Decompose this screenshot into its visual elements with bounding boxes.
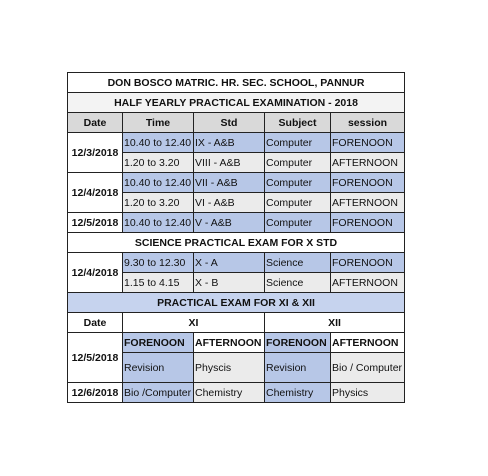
std-cell: VI - A&B bbox=[194, 193, 265, 213]
time-cell: 10.40 to 12.40 bbox=[123, 133, 194, 153]
session-cell: FORENOON bbox=[331, 173, 405, 193]
std-cell: V - A&B bbox=[194, 213, 265, 233]
xii-forenoon-cell: Revision bbox=[265, 353, 331, 383]
xi-afternoon-header: AFTERNOON bbox=[194, 333, 265, 353]
std-cell: VII - A&B bbox=[194, 173, 265, 193]
science-section-title: SCIENCE PRACTICAL EXAM FOR X STD bbox=[68, 233, 405, 253]
exam-title: HALF YEARLY PRACTICAL EXAMINATION - 2018 bbox=[68, 93, 405, 113]
school-title: DON BOSCO MATRIC. HR. SEC. SCHOOL, PANNUR bbox=[68, 73, 405, 93]
date-cell: 12/4/2018 bbox=[68, 253, 123, 293]
time-cell: 1.15 to 4.15 bbox=[123, 273, 194, 293]
subject-cell: Computer bbox=[265, 173, 331, 193]
xi-afternoon-cell: Physcis bbox=[194, 353, 265, 383]
subject-cell: Science bbox=[265, 253, 331, 273]
practical-section-title: PRACTICAL EXAM FOR XI & XII bbox=[68, 293, 405, 313]
subject-cell: Computer bbox=[265, 133, 331, 153]
date-cell: 12/4/2018 bbox=[68, 173, 123, 213]
xi-forenoon-cell: Bio /Computer bbox=[123, 383, 194, 403]
std-cell: X - A bbox=[194, 253, 265, 273]
time-cell: 1.20 to 3.20 bbox=[123, 193, 194, 213]
date-cell: 12/5/2018 bbox=[68, 333, 123, 383]
xi-afternoon-cell: Chemistry bbox=[194, 383, 265, 403]
xii-afternoon-header: AFTERNOON bbox=[331, 333, 405, 353]
xii-forenoon-cell: Chemistry bbox=[265, 383, 331, 403]
date-cell: 12/5/2018 bbox=[68, 213, 123, 233]
xii-afternoon-cell: Bio / Computer bbox=[331, 353, 405, 383]
session-cell: FORENOON bbox=[331, 213, 405, 233]
std-cell: IX - A&B bbox=[194, 133, 265, 153]
subject-cell: Computer bbox=[265, 193, 331, 213]
xii-afternoon-cell: Physics bbox=[331, 383, 405, 403]
table-row bbox=[68, 133, 405, 153]
xii-header: XII bbox=[265, 313, 405, 333]
subject-cell: Computer bbox=[265, 153, 331, 173]
header-time: Time bbox=[123, 113, 194, 133]
table-row bbox=[68, 213, 405, 233]
date-cell: 12/6/2018 bbox=[68, 383, 123, 403]
session-cell: AFTERNOON bbox=[331, 193, 405, 213]
time-cell: 10.40 to 12.40 bbox=[123, 173, 194, 193]
header-subject: Subject bbox=[265, 113, 331, 133]
practical-exam-schedule-table bbox=[67, 72, 405, 403]
session-cell: AFTERNOON bbox=[331, 153, 405, 173]
practical-date-header: Date bbox=[68, 313, 123, 333]
subject-cell: Science bbox=[265, 273, 331, 293]
time-cell: 10.40 to 12.40 bbox=[123, 213, 194, 233]
header-session: session bbox=[331, 113, 405, 133]
table-row bbox=[68, 383, 405, 403]
xi-forenoon-header: FORENOON bbox=[123, 333, 194, 353]
xi-header: XI bbox=[123, 313, 265, 333]
xi-forenoon-cell: Revision bbox=[123, 353, 194, 383]
table-row bbox=[68, 173, 405, 193]
session-cell: AFTERNOON bbox=[331, 273, 405, 293]
subject-cell: Computer bbox=[265, 213, 331, 233]
date-cell: 12/3/2018 bbox=[68, 133, 123, 173]
time-cell: 9.30 to 12.30 bbox=[123, 253, 194, 273]
header-date: Date bbox=[68, 113, 123, 133]
time-cell: 1.20 to 3.20 bbox=[123, 153, 194, 173]
std-cell: X - B bbox=[194, 273, 265, 293]
std-cell: VIII - A&B bbox=[194, 153, 265, 173]
session-cell: FORENOON bbox=[331, 133, 405, 153]
session-cell: FORENOON bbox=[331, 253, 405, 273]
table-row bbox=[68, 253, 405, 273]
xii-forenoon-header: FORENOON bbox=[265, 333, 331, 353]
header-std: Std bbox=[194, 113, 265, 133]
